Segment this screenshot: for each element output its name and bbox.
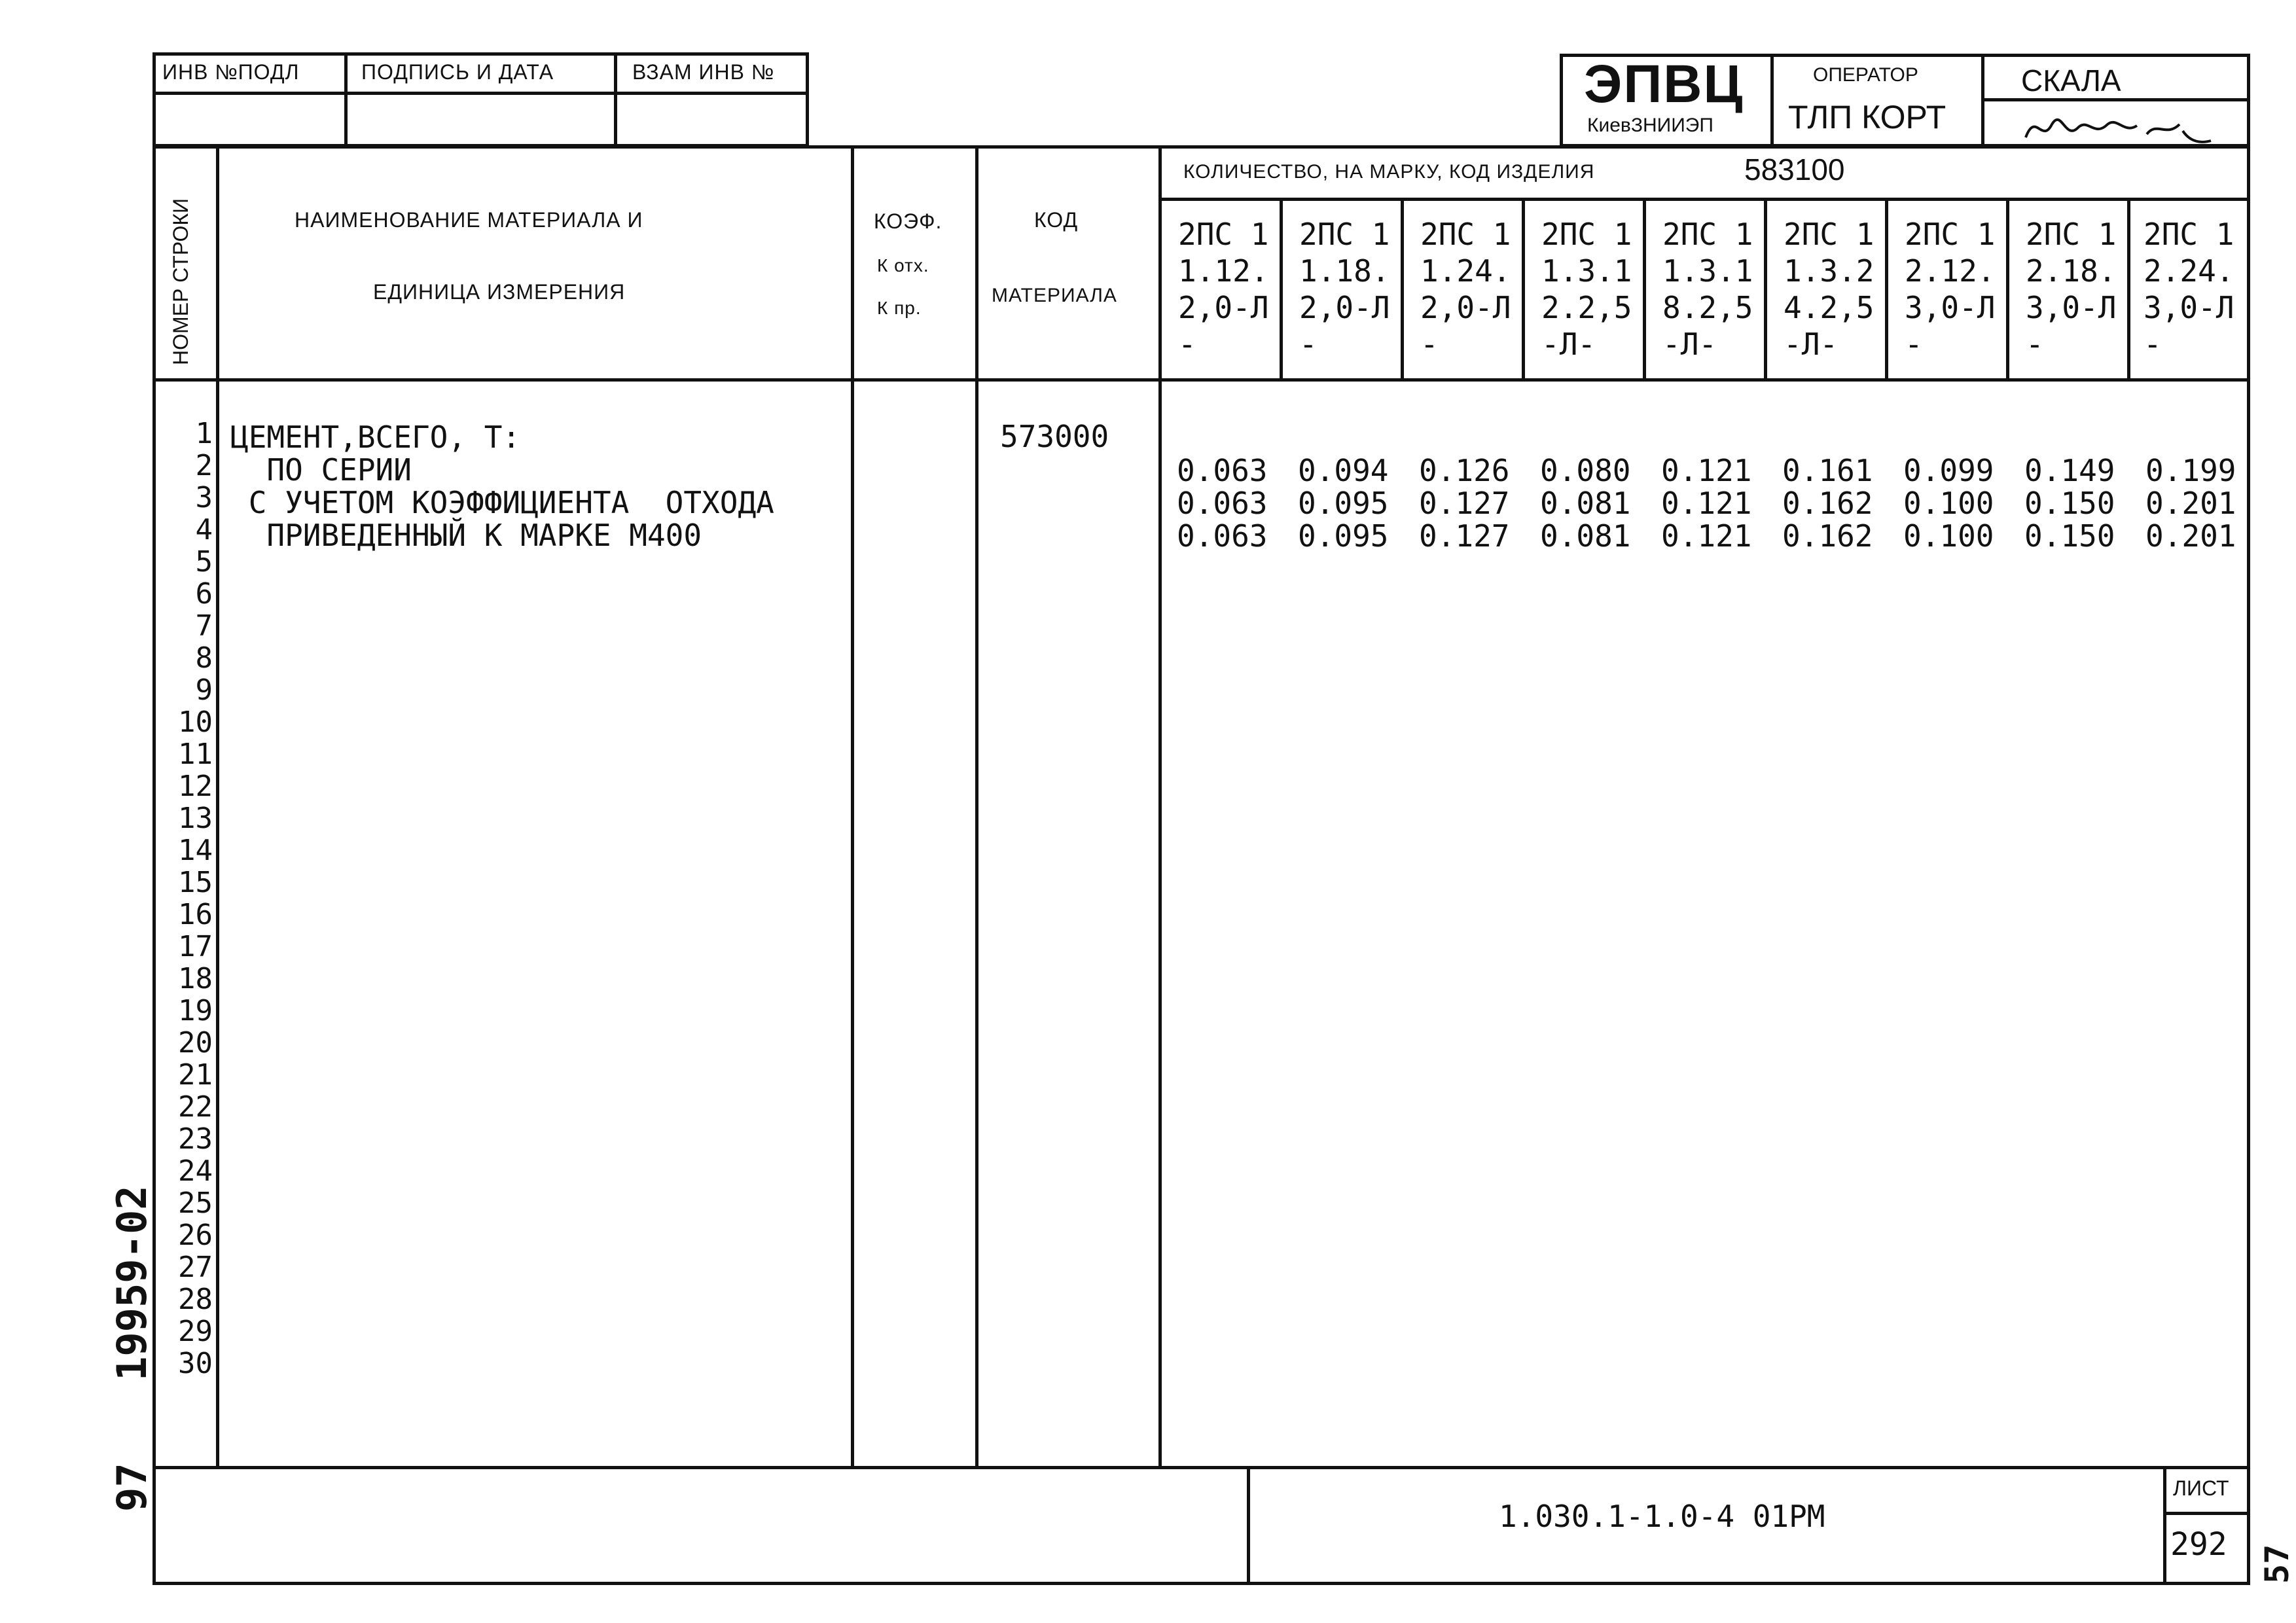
- table-cell-value: 0.121: [1661, 518, 1752, 554]
- line-number: 13: [178, 802, 213, 835]
- line-number: 21: [178, 1058, 213, 1092]
- line-number: 28: [178, 1283, 213, 1316]
- table-cell-value: 0.095: [1298, 518, 1389, 554]
- line-number: 14: [178, 834, 213, 867]
- coef-pr-label: К пр.: [877, 298, 922, 318]
- edge-mark: 57: [2258, 1544, 2296, 1584]
- product-column-header: 2ПС 1 2.12. 3,0-Л -: [1905, 217, 1996, 362]
- product-column-header: 2ПС 1 1.3.1 8.2,5 -Л-: [1662, 217, 1753, 362]
- material-name: ПРИВЕДЕННЫЙ К МАРКЕ М400: [230, 518, 702, 553]
- table-cell-value: 0.121: [1661, 486, 1752, 521]
- material-header-line2: ЕДИНИЦА ИЗМЕРЕНИЯ: [373, 280, 626, 304]
- table-cell-value: 0.150: [2024, 486, 2115, 521]
- line-number: 18: [178, 962, 213, 995]
- operator-value: ТЛП КОРТ: [1788, 99, 1946, 135]
- table-cell-value: 0.063: [1177, 486, 1268, 521]
- table-cell-value: 0.094: [1298, 453, 1389, 488]
- product-column-header: 2ПС 1 1.3.1 2.2,5 -Л-: [1541, 217, 1632, 362]
- table-cell-value: 0.201: [2145, 518, 2236, 554]
- table-cell-value: 0.063: [1177, 518, 1268, 554]
- line-number: 22: [178, 1090, 213, 1124]
- line-number: 19: [178, 994, 213, 1027]
- table-cell-value: 0.081: [1540, 486, 1631, 521]
- line-number: 1: [195, 417, 213, 450]
- material-name: ПО СЕРИИ: [230, 452, 412, 488]
- table-cell-value: 0.127: [1419, 518, 1510, 554]
- line-number: 26: [178, 1219, 213, 1252]
- line-number: 4: [195, 513, 213, 546]
- vzam-inv-label: ВЗАМ ИНВ №: [632, 60, 775, 84]
- table-cell-value: 0.161: [1782, 453, 1873, 488]
- table-cell-value: 0.100: [1903, 518, 1994, 554]
- line-number: 8: [195, 641, 213, 675]
- table-cell-value: 0.121: [1661, 453, 1752, 488]
- coef-header: КОЭФ.: [874, 209, 942, 233]
- operator-label: ОПЕРАТОР: [1813, 64, 1918, 86]
- line-number: 3: [195, 481, 213, 514]
- line-number: 25: [178, 1186, 213, 1220]
- line-number: 2: [195, 449, 213, 482]
- product-column-header: 2ПС 1 1.18. 2,0-Л -: [1299, 217, 1390, 362]
- system-name: СКАЛА: [2021, 63, 2121, 98]
- document-code: 1.030.1-1.0-4 01РМ: [1499, 1499, 1825, 1534]
- sheet-number: 292: [2170, 1526, 2227, 1563]
- product-column-header: 2ПС 1 1.24. 2,0-Л -: [1420, 217, 1511, 362]
- line-number: 9: [195, 673, 213, 707]
- product-column-header: 2ПС 1 1.3.2 4.2,5 -Л-: [1784, 217, 1874, 362]
- line-number: 24: [178, 1154, 213, 1188]
- sheet-label: ЛИСТ: [2173, 1476, 2229, 1500]
- line-number: 16: [178, 898, 213, 931]
- line-number: 20: [178, 1026, 213, 1060]
- table-cell-value: 0.126: [1419, 453, 1510, 488]
- line-number: 12: [178, 770, 213, 803]
- line-number: 17: [178, 930, 213, 963]
- material-code: 573000: [1000, 419, 1109, 454]
- code-header: КОД: [1034, 208, 1079, 232]
- code-header-2: МАТЕРИАЛА: [992, 285, 1117, 306]
- table-cell-value: 0.201: [2145, 486, 2236, 521]
- material-name: ЦЕМЕНТ,ВСЕГО, Т:: [230, 419, 521, 455]
- line-number: 27: [178, 1251, 213, 1284]
- product-column-header: 2ПС 1 2.18. 3,0-Л -: [2026, 217, 2117, 362]
- line-number: 10: [178, 705, 213, 739]
- page-number: 97: [108, 1463, 156, 1512]
- signature-date-label: ПОДПИСЬ И ДАТА: [361, 60, 554, 84]
- material-header-line1: НАИМЕНОВАНИЕ МАТЕРИАЛА И: [295, 208, 643, 232]
- table-cell-value: 0.100: [1903, 486, 1994, 521]
- table-cell-value: 0.127: [1419, 486, 1510, 521]
- product-column-header: 2ПС 1 2.24. 3,0-Л -: [2144, 217, 2234, 362]
- archive-number: 19959-02: [108, 1185, 156, 1381]
- product-column-header: 2ПС 1 1.12. 2,0-Л -: [1178, 217, 1269, 362]
- table-cell-value: 0.199: [2145, 453, 2236, 488]
- table-cell-value: 0.063: [1177, 453, 1268, 488]
- line-number: 15: [178, 866, 213, 899]
- material-name: С УЧЕТОМ КОЭФФИЦИЕНТА ОТХОДА: [230, 485, 774, 520]
- coef-otx-label: К отх.: [877, 255, 929, 276]
- org-name: КиевЗНИИЭП: [1587, 115, 1713, 136]
- table-cell-value: 0.099: [1903, 453, 1994, 488]
- line-number: 5: [195, 545, 213, 579]
- row-number-header: НОМЕР СТРОКИ: [169, 198, 192, 365]
- line-number: 23: [178, 1122, 213, 1156]
- table-cell-value: 0.149: [2024, 453, 2115, 488]
- quantity-label: КОЛИЧЕСТВО, НА МАРКУ, КОД ИЗДЕЛИЯ: [1183, 161, 1595, 183]
- line-number: 6: [195, 577, 213, 611]
- table-cell-value: 0.162: [1782, 518, 1873, 554]
- line-number: 11: [178, 738, 213, 771]
- table-cell-value: 0.162: [1782, 486, 1873, 521]
- inv-podl-label: ИНВ №ПОДЛ: [162, 60, 300, 84]
- product-code: 583100: [1744, 152, 1845, 187]
- table-cell-value: 0.081: [1540, 518, 1631, 554]
- org-logo: ЭПВЦ: [1584, 54, 1744, 114]
- table-cell-value: 0.095: [1298, 486, 1389, 521]
- line-number: 30: [178, 1347, 213, 1380]
- table-cell-value: 0.150: [2024, 518, 2115, 554]
- line-number: 7: [195, 609, 213, 643]
- table-cell-value: 0.080: [1540, 453, 1631, 488]
- line-number: 29: [178, 1315, 213, 1348]
